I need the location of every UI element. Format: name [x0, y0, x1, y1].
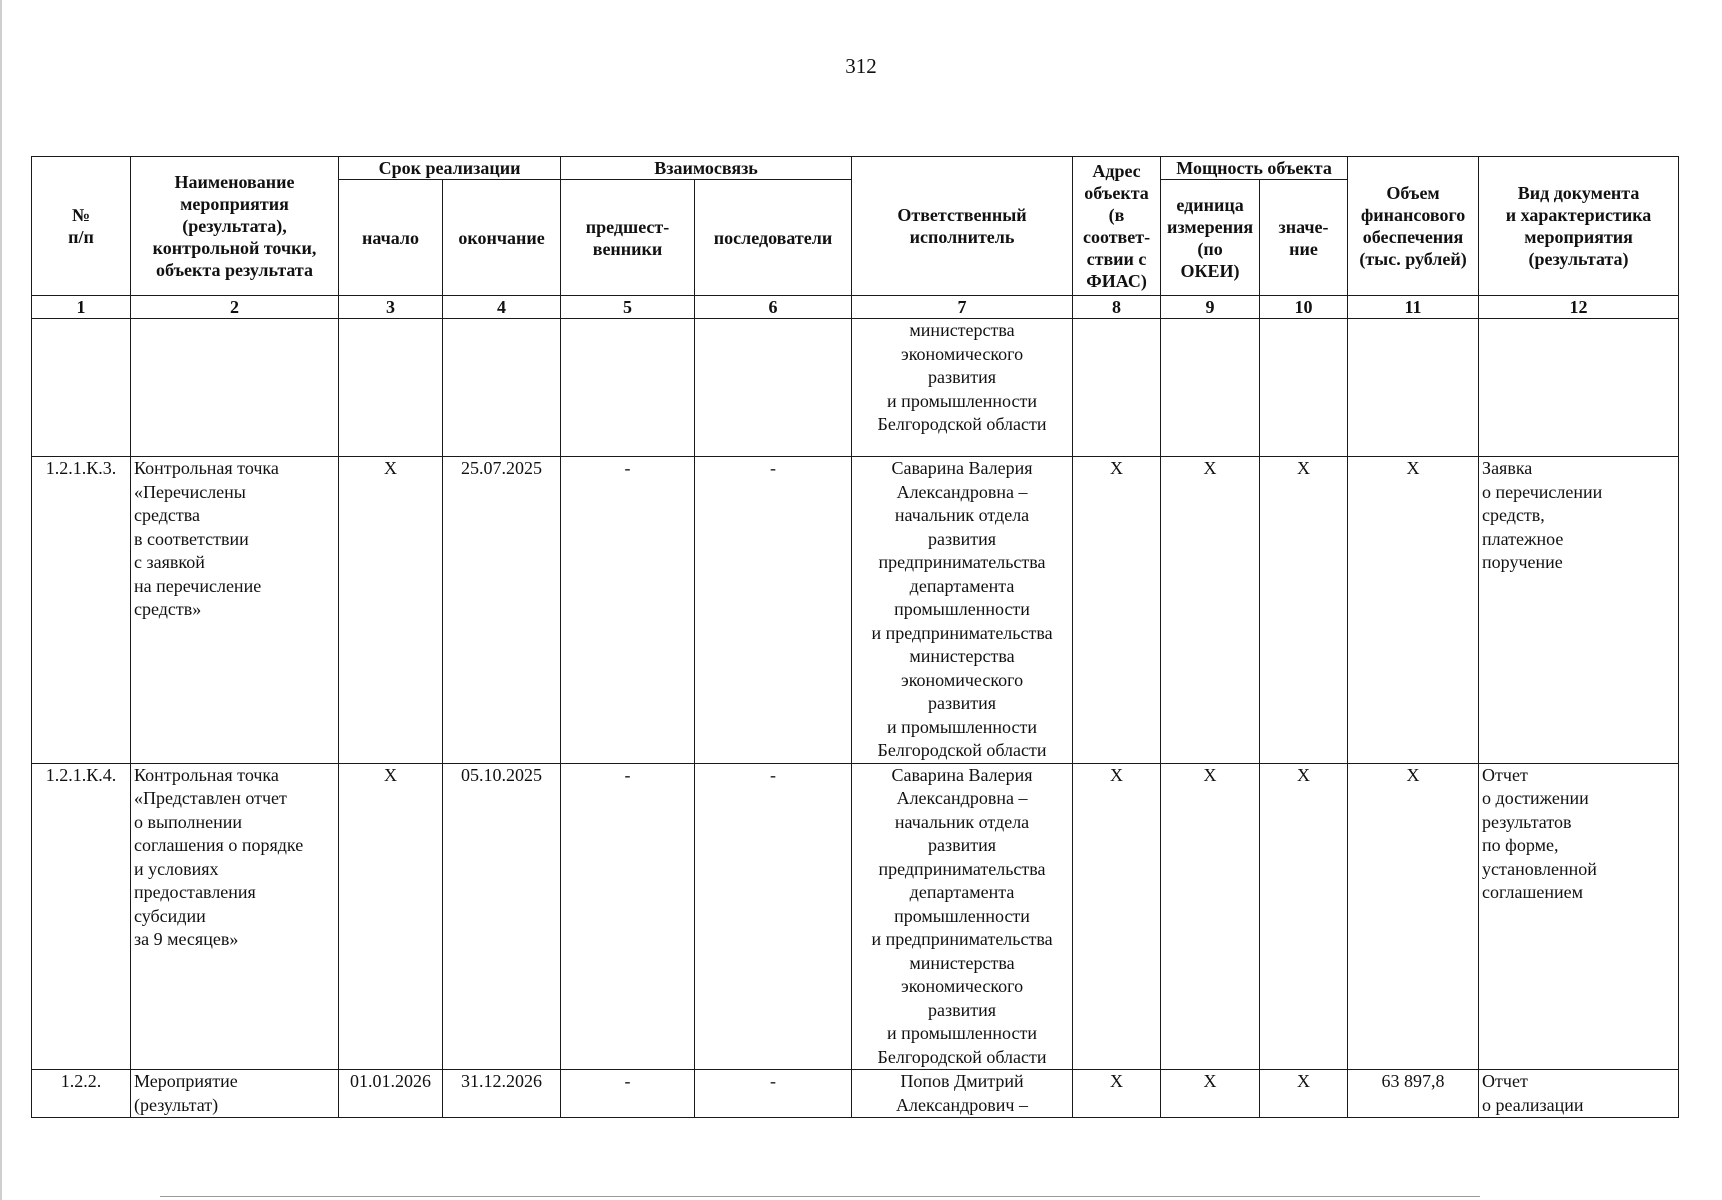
- row-document: Заявка о перечислении средств, платежное поручение: [1479, 457, 1679, 764]
- header-address: Адрес объекта (в соответ- ствии с ФИАС): [1073, 157, 1161, 296]
- column-number: 1: [32, 296, 131, 319]
- header-period-group: Срок реализации: [339, 157, 561, 180]
- header-row-1: [32, 157, 1679, 180]
- scan-left-edge: [0, 0, 2, 1200]
- row-start: 01.01.2026: [339, 1070, 443, 1118]
- row-executor: Попов Дмитрий Александрович –: [852, 1070, 1073, 1118]
- row-document: Отчет о реализации: [1479, 1070, 1679, 1118]
- column-number: 5: [561, 296, 695, 319]
- row-address: X: [1073, 1070, 1161, 1118]
- table-cell: [131, 319, 339, 457]
- row-value: X: [1260, 763, 1348, 1070]
- header-start: начало: [339, 180, 443, 296]
- table-cell: [339, 319, 443, 457]
- table-cell: [695, 319, 852, 457]
- table-cell: [1073, 319, 1161, 457]
- row-executor: Саварина Валерия Александровна – начальник отдела развития предпринимательства департамента промышленности и предпринимательства министерства экономического развития и промышленности Белгородской области: [852, 763, 1073, 1070]
- row-name: Контрольная точка «Перечислены средства в соответствии с заявкой на перечисление средств»: [131, 457, 339, 764]
- column-number: 3: [339, 296, 443, 319]
- row-value: X: [1260, 1070, 1348, 1118]
- table-cell: [561, 319, 695, 457]
- row-number: 1.2.2.: [32, 1070, 131, 1118]
- column-number: 7: [852, 296, 1073, 319]
- row-unit: X: [1161, 457, 1260, 764]
- page-number: 312: [845, 54, 877, 78]
- header-name: Наименование мероприятия (результата), контрольной точки, объекта результата: [131, 157, 339, 296]
- row-successors: -: [695, 1070, 852, 1118]
- table-cell: [32, 319, 131, 457]
- row-address: X: [1073, 763, 1161, 1070]
- column-number-row: [32, 296, 1679, 319]
- header-value: значе- ние: [1260, 180, 1348, 296]
- executor-cell: министерства экономического развития и промышленности Белгородской области: [852, 319, 1073, 457]
- header-end: окончание: [443, 180, 561, 296]
- row-end: 05.10.2025: [443, 763, 561, 1070]
- row-predecessors: -: [561, 457, 695, 764]
- column-number: 9: [1161, 296, 1260, 319]
- row-unit: X: [1161, 763, 1260, 1070]
- header-predecessors: предшест- венники: [561, 180, 695, 296]
- column-number: 8: [1073, 296, 1161, 319]
- column-number: 2: [131, 296, 339, 319]
- row-end: 25.07.2025: [443, 457, 561, 764]
- row-name: Контрольная точка «Представлен отчет о выполнении соглашения о порядке и условиях предоставления субсидии за 9 месяцев»: [131, 763, 339, 1070]
- row-unit: X: [1161, 1070, 1260, 1118]
- table-row: [32, 763, 1679, 1070]
- row-successors: -: [695, 763, 852, 1070]
- row-predecessors: -: [561, 1070, 695, 1118]
- row-value: X: [1260, 457, 1348, 764]
- column-number: 10: [1260, 296, 1348, 319]
- header-funding: Объем финансового обеспечения (тыс. рублей): [1348, 157, 1479, 296]
- header-number: № п/п: [32, 157, 131, 296]
- row-start: X: [339, 457, 443, 764]
- column-number: 6: [695, 296, 852, 319]
- table-cell: [443, 319, 561, 457]
- header-successors: последователи: [695, 180, 852, 296]
- row-number: 1.2.1.К.3.: [32, 457, 131, 764]
- row-funding: 63 897,8: [1348, 1070, 1479, 1118]
- header-document: Вид документа и характеристика мероприятия (результата): [1479, 157, 1679, 296]
- table-cell: [1479, 319, 1679, 457]
- table-row: [32, 1070, 1679, 1118]
- implementation-plan-table: [31, 156, 1679, 1118]
- row-executor: Саварина Валерия Александровна – начальник отдела развития предпринимательства департамента промышленности и предпринимательства министерства экономического развития и промышленности Белгородской области: [852, 457, 1073, 764]
- table-row: [32, 457, 1679, 764]
- continuation-row: [32, 319, 1679, 457]
- header-executor: Ответственный исполнитель: [852, 157, 1073, 296]
- row-address: X: [1073, 457, 1161, 764]
- row-start: X: [339, 763, 443, 1070]
- header-relation-group: Взаимосвязь: [561, 157, 852, 180]
- table-cell: [1260, 319, 1348, 457]
- header-unit: единица измерения (по ОКЕИ): [1161, 180, 1260, 296]
- page-bottom-rule: [160, 1196, 1480, 1198]
- table-cell: [1161, 319, 1260, 457]
- row-predecessors: -: [561, 763, 695, 1070]
- row-funding: X: [1348, 763, 1479, 1070]
- column-number: 11: [1348, 296, 1479, 319]
- header-capacity-group: Мощность объекта: [1161, 157, 1348, 180]
- row-name: Мероприятие (результат): [131, 1070, 339, 1118]
- table-cell: [1348, 319, 1479, 457]
- column-number: 12: [1479, 296, 1679, 319]
- column-number: 4: [443, 296, 561, 319]
- row-number: 1.2.1.К.4.: [32, 763, 131, 1070]
- row-successors: -: [695, 457, 852, 764]
- row-funding: X: [1348, 457, 1479, 764]
- row-document: Отчет о достижении результатов по форме, установленной соглашением: [1479, 763, 1679, 1070]
- row-end: 31.12.2026: [443, 1070, 561, 1118]
